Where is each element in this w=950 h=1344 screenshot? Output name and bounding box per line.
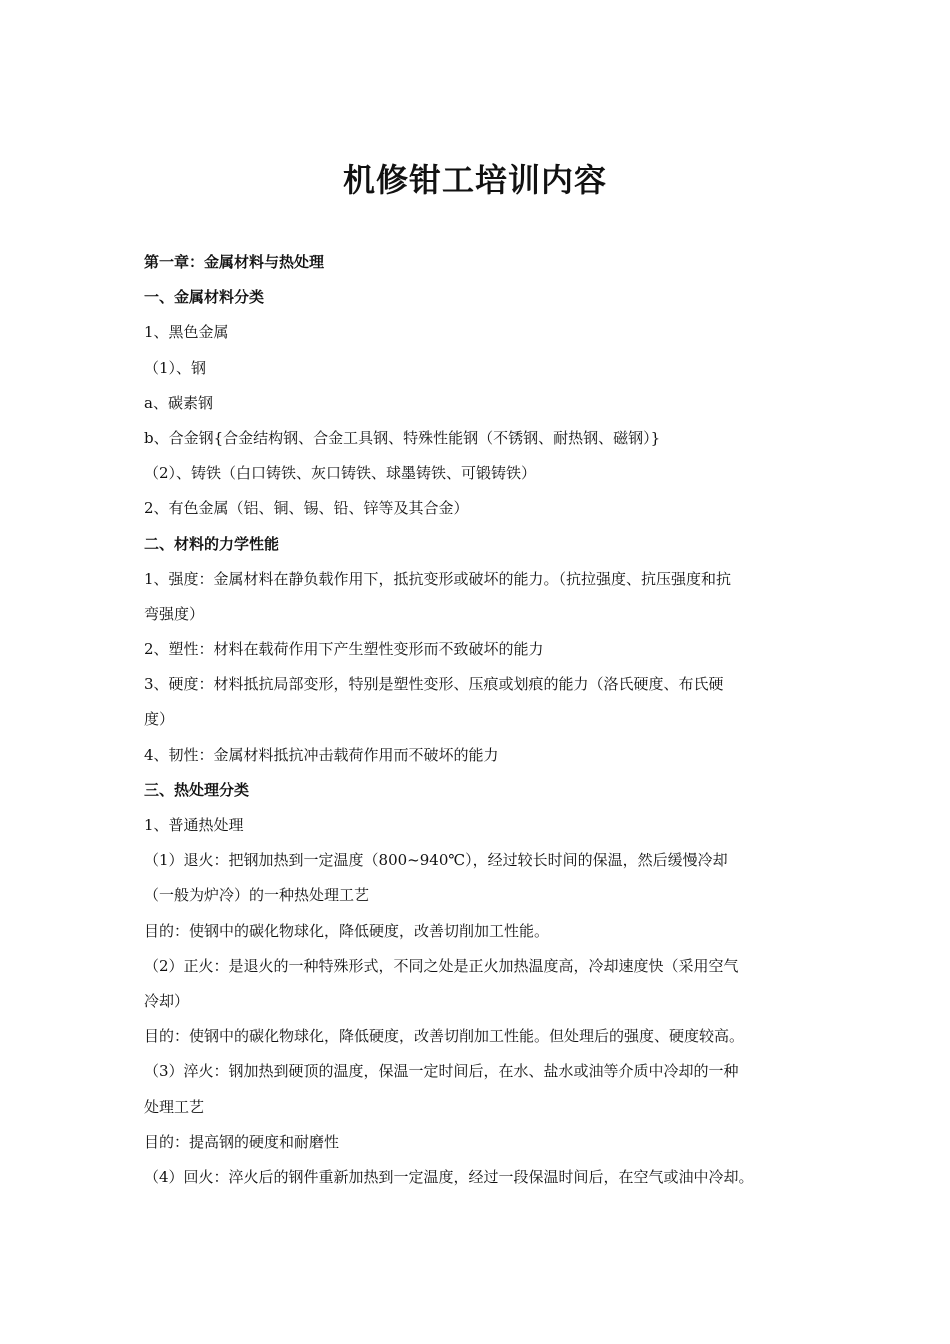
- text-line: （2）、铸铁（白口铸铁、灰口铸铁、球墨铸铁、可锻铸铁）: [144, 464, 537, 483]
- text-line: b、合金钢{合金结构钢、合金工具钢、特殊性能钢（不锈钢、耐热钢、磁钢）}: [144, 428, 661, 447]
- text-line: （4）回火：淬火后的钢件重新加热到一定温度，经过一段保温时间后，在空气或油中冷却。: [144, 1167, 754, 1186]
- text-line: （一般为炉冷）的一种热处理工艺: [144, 886, 370, 905]
- text-line: （1）退火：把钢加热到一定温度（800~940℃），经过较长时间的保温，然后缓慢冷却: [144, 851, 728, 870]
- text-line: 3、硬度：材料抵抗局部变形，特别是塑性变形、压痕或划痕的能力（洛氏硬度、布氏硬: [144, 675, 724, 694]
- section-heading: 一、金属材料分类: [144, 288, 265, 307]
- text-line: 1、普通热处理: [144, 816, 244, 834]
- text-line: 1、黑色金属: [144, 323, 229, 342]
- document-body: [144, 245, 824, 1195]
- section-heading: 二、材料的力学性能: [144, 534, 280, 553]
- text-line: （3）淬火：钢加热到硬顶的温度，保温一定时间后，在水、盐水或油等介质中冷却的一种: [144, 1062, 739, 1081]
- section-heading: 三、热处理分类: [144, 780, 250, 799]
- text-line: 2、有色金属（铝、铜、锡、铅、锌等及其合金）: [144, 499, 469, 518]
- text-line: 度）: [144, 710, 175, 729]
- text-line: 1、强度：金属材料在静负载作用下，抵抗变形或破坏的能力。（抗拉强度、抗压强度和抗: [144, 569, 732, 588]
- text-line: 4、韧性：金属材料抵抗冲击载荷作用而不破坏的能力: [144, 745, 499, 764]
- text-line: 目的：使钢中的碳化物球化，降低硬度，改善切削加工性能。但处理后的强度、硬度较高。: [144, 1027, 745, 1046]
- text-line: 2、塑性：材料在载荷作用下产生塑性变形而不致破坏的能力: [144, 640, 544, 659]
- text-line: 弯强度）: [144, 604, 205, 623]
- text-line: 冷却）: [144, 991, 190, 1010]
- text-line: （1）、钢: [144, 358, 207, 377]
- text-line: a、碳素钢: [144, 393, 213, 412]
- section-heading: 第一章：金属材料与热处理: [144, 253, 325, 271]
- text-line: 处理工艺: [144, 1097, 205, 1116]
- text-line: （2）正火：是退火的一种特殊形式，不同之处是正火加热温度高，冷却速度快（采用空气: [144, 956, 739, 975]
- document-title: 机修钳工培训内容: [342, 161, 607, 199]
- text-line: 目的：提高钢的硬度和耐磨性: [144, 1132, 340, 1151]
- text-line: 目的：使钢中的碳化物球化，降低硬度，改善切削加工性能。: [144, 921, 550, 940]
